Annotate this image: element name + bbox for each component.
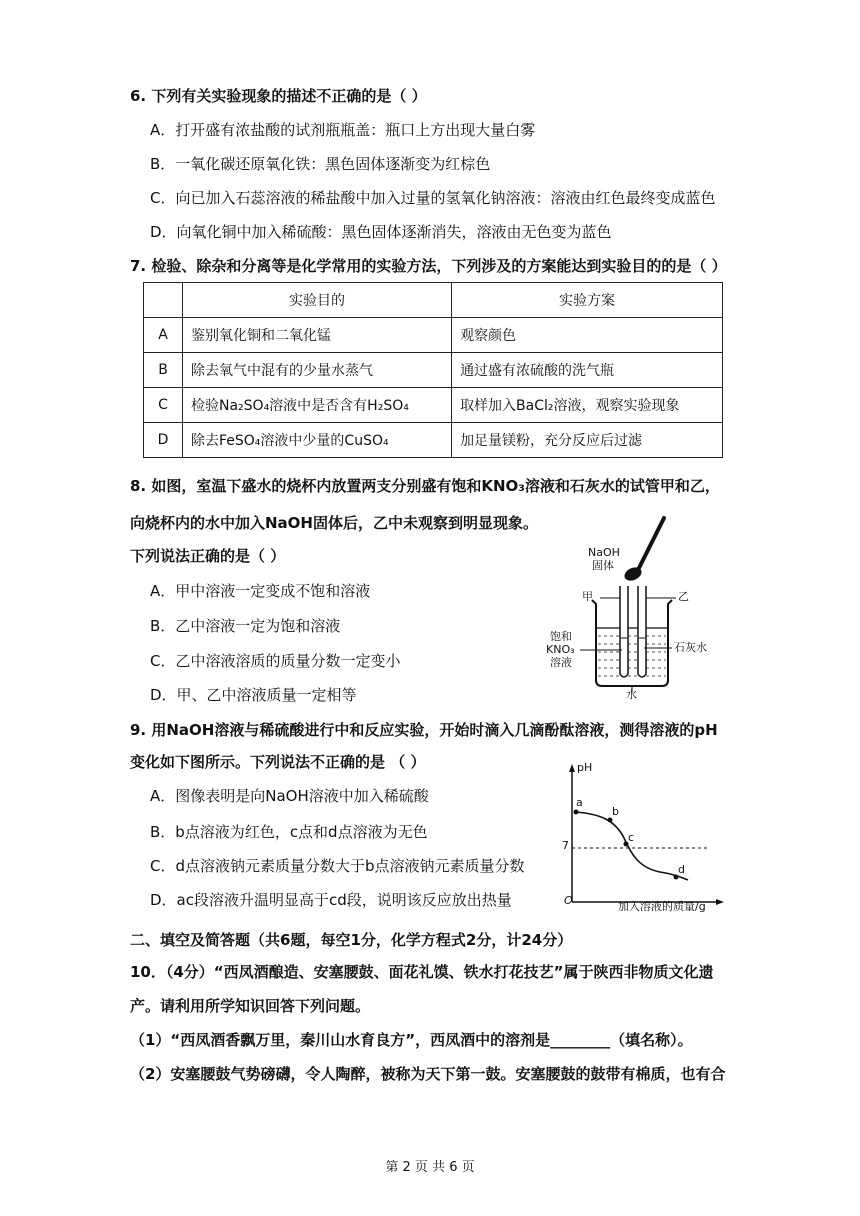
- row-plan: 观察颜色: [452, 318, 723, 353]
- q6-stem: 6. 下列有关实验现象的描述不正确的是（ ）: [130, 87, 427, 105]
- q9-stem-1: 9. 用NaOH溶液与稀硫酸进行中和反应实验，开始时滴入几滴酚酞溶液，测得溶液的pH: [130, 721, 718, 739]
- table-row: [144, 388, 723, 423]
- row-label: B: [144, 353, 183, 388]
- q6-option-c: C．向已加入石蕊溶液的稀盐酸中加入过量的氢氧化钠溶液：溶液由红色最终变成蓝色: [150, 189, 716, 207]
- q9-option-c: C．d点溶液钠元素质量分数大于b点溶液钠元素质量分数: [150, 857, 525, 875]
- q6-option-a: A．打开盛有浓盐酸的试剂瓶瓶盖：瓶口上方出现大量白雾: [150, 121, 536, 139]
- beaker-diagram: [540, 512, 730, 702]
- label-water: 水: [626, 688, 637, 701]
- ph-curve-figure: [560, 760, 730, 920]
- page-footer: 第 2 页 共 6 页: [385, 1160, 475, 1175]
- row-purpose: 除去FeSO₄溶液中少量的CuSO₄: [183, 423, 452, 458]
- label-jia: 甲: [582, 590, 593, 603]
- table-row: [144, 353, 723, 388]
- row-purpose: 鉴别氧化铜和二氧化锰: [183, 318, 452, 353]
- y-axis-arrow: [569, 764, 575, 772]
- label-solid: 固体: [592, 559, 614, 572]
- q8-option-c: C．乙中溶液溶质的质量分数一定变小: [150, 652, 401, 670]
- row-label: C: [144, 388, 183, 423]
- test-tube-yi: [638, 586, 646, 677]
- label-solution: 溶液: [550, 656, 572, 669]
- graph-ylabel: pH: [577, 761, 593, 774]
- q9-option-b: B．b点溶液为红色，c点和d点溶液为无色: [150, 823, 428, 841]
- beaker-outline: [592, 600, 672, 686]
- label-saturated: 饱和: [550, 630, 572, 643]
- q10-line-1: 10．（4分）“西凤酒酿造、安塞腰鼓、面花礼馍、铁水打花技艺”属于陕西非物质文化遗: [130, 963, 714, 981]
- ph-curve-svg: [560, 760, 730, 920]
- point-a: [574, 810, 579, 815]
- table-header-row: [144, 283, 723, 318]
- q6-option-d: D．向氧化铜中加入稀硫酸：黑色固体逐渐消失，溶液由无色变为蓝色: [150, 223, 612, 241]
- graph-seven: 7: [562, 839, 569, 852]
- row-purpose: 检验Na₂SO₄溶液中是否含有H₂SO₄: [183, 388, 452, 423]
- q8-option-d: D．甲、乙中溶液质量一定相等: [150, 686, 357, 704]
- row-plan: 通过盛有浓硫酸的洗气瓶: [452, 353, 723, 388]
- row-label: D: [144, 423, 183, 458]
- row-purpose: 除去氧气中混有的少量水蒸气: [183, 353, 452, 388]
- label-d: d: [678, 863, 685, 876]
- q9-option-d: D．ac段溶液升温明显高于cd段，说明该反应放出热量: [150, 891, 512, 909]
- q7-table: [143, 282, 723, 458]
- spoon-handle: [639, 518, 664, 568]
- header-purpose: 实验目的: [183, 283, 452, 318]
- row-label: A: [144, 318, 183, 353]
- q8-stem-1: 8. 如图，室温下盛水的烧杯内放置两支分别盛有饱和KNO₃溶液和石灰水的试管甲和乙，: [130, 477, 720, 495]
- q8-option-b: B．乙中溶液一定为饱和溶液: [150, 617, 341, 635]
- q8-stem-3: 下列说法正确的是（ ）: [130, 547, 286, 565]
- q7-stem: 7. 检验、除杂和分离等是化学常用的实验方法，下列涉及的方案能达到实验目的的是（ ）: [130, 257, 727, 275]
- q8-option-a: A．甲中溶液一定变成不饱和溶液: [150, 582, 371, 600]
- q10-line-2: 产。请利用所学知识回答下列问题。: [130, 997, 371, 1015]
- x-axis-arrow: [716, 899, 724, 905]
- label-kno3: KNO₃: [546, 643, 575, 656]
- label-yi: 乙: [678, 590, 689, 603]
- ph-curve: [576, 812, 688, 880]
- row-plan: 加足量镁粉，充分反应后过滤: [452, 423, 723, 458]
- q9-stem-2: 变化如下图所示。下列说法不正确的是 （ ）: [130, 753, 426, 771]
- water-fill: [598, 636, 666, 676]
- section-title: 二、填空及简答题（共6题，每空1分，化学方程式2分，计24分）: [130, 931, 573, 949]
- table-row: [144, 318, 723, 353]
- label-a: a: [576, 796, 583, 809]
- table-row: [144, 423, 723, 458]
- q6-option-b: B．一氧化碳还原氧化铁：黑色固体逐渐变为红棕色: [150, 155, 491, 173]
- label-b: b: [612, 805, 619, 818]
- label-naoh: NaOH: [588, 546, 620, 559]
- q9-option-a: A．图像表明是向NaOH溶液中加入稀硫酸: [150, 787, 429, 805]
- point-b: [608, 818, 613, 823]
- label-limewater: 石灰水: [674, 641, 707, 654]
- q8-stem-2: 向烧杯内的水中加入NaOH固体后，乙中未观察到明显现象。: [130, 514, 538, 532]
- table-corner: [144, 283, 183, 318]
- row-plan: 取样加入BaCl₂溶液，观察实验现象: [452, 388, 723, 423]
- graph-origin: O: [564, 894, 573, 907]
- label-c: c: [628, 831, 635, 844]
- beaker-svg: [540, 512, 730, 702]
- q10-sub-2: （2）安塞腰鼓气势磅礴，令人陶醉，被称为天下第一鼓。安塞腰鼓的鼓带有棉质，也有合: [130, 1065, 726, 1083]
- header-plan: 实验方案: [452, 283, 723, 318]
- test-tube-jia: [620, 586, 628, 677]
- graph-xlabel: 加入溶液的质量/g: [618, 900, 706, 913]
- q10-sub-1: （1）“西凤酒香飘万里，秦川山水育良方”，西凤酒中的溶剂是________（填名称）。: [130, 1031, 693, 1049]
